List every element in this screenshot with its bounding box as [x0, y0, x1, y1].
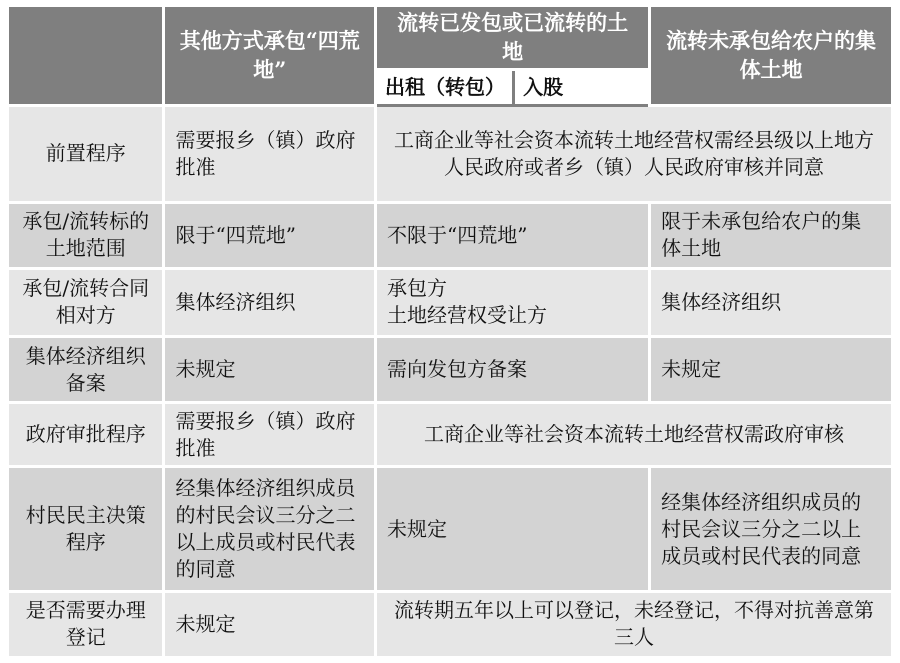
row-label: 集体经济组织备案 — [8, 336, 164, 402]
header-col1: 其他方式承包“四荒地” — [164, 6, 376, 106]
table-row — [8, 336, 893, 402]
table-row — [8, 268, 893, 336]
comparison-table — [6, 4, 894, 659]
row-label: 承包/流转标的土地范围 — [8, 202, 164, 268]
header-corner — [8, 6, 164, 106]
merged-cell: 流转期五年以上可以登记，未经登记，不得对抗善意第三人 — [376, 591, 893, 657]
col1-cell: 未规定 — [164, 591, 376, 657]
col1-cell: 限于“四荒地” — [164, 202, 376, 268]
col3-cell: 经集体经济组织成员的村民会议三分之二以上成员或村民代表的同意 — [650, 467, 893, 591]
col2-cell: 未规定 — [376, 467, 650, 591]
table-row — [8, 467, 893, 591]
col1-cell: 未规定 — [164, 336, 376, 402]
row-label: 承包/流转合同相对方 — [8, 268, 164, 336]
col1-cell: 经集体经济组织成员的村民会议三分之二以上成员或村民代表的同意 — [164, 467, 376, 591]
row-label: 前置程序 — [8, 106, 164, 202]
table-row — [8, 202, 893, 268]
table-row — [8, 591, 893, 657]
col2-cell: 需向发包方备案 — [376, 336, 650, 402]
header-col2: 流转已发包或已流转的土地 — [376, 6, 650, 70]
col1-cell: 需要报乡（镇）政府批准 — [164, 403, 376, 467]
col3-cell: 未规定 — [650, 336, 893, 402]
row-label: 政府审批程序 — [8, 403, 164, 467]
row-label: 是否需要办理登记 — [8, 591, 164, 657]
col1-cell: 集体经济组织 — [164, 268, 376, 336]
header-col3: 流转未承包给农户的集体土地 — [650, 6, 893, 106]
col2-cell: 不限于“四荒地” — [376, 202, 650, 268]
header-col2-sub-lease: 出租（转包） — [376, 70, 514, 106]
col3-cell: 限于未承包给农户的集体土地 — [650, 202, 893, 268]
table-row — [8, 403, 893, 467]
row-label: 村民民主决策程序 — [8, 467, 164, 591]
table-row — [8, 106, 893, 202]
col3-cell: 集体经济组织 — [650, 268, 893, 336]
header-col2-sub-share: 入股 — [514, 70, 650, 106]
col1-cell: 需要报乡（镇）政府批准 — [164, 106, 376, 202]
merged-cell: 工商企业等社会资本流转土地经营权需政府审核 — [376, 403, 893, 467]
merged-cell: 工商企业等社会资本流转土地经营权需经县级以上地方人民政府或者乡（镇）人民政府审核并同意 — [376, 106, 893, 202]
col2-cell: 承包方 土地经营权受让方 — [376, 268, 650, 336]
